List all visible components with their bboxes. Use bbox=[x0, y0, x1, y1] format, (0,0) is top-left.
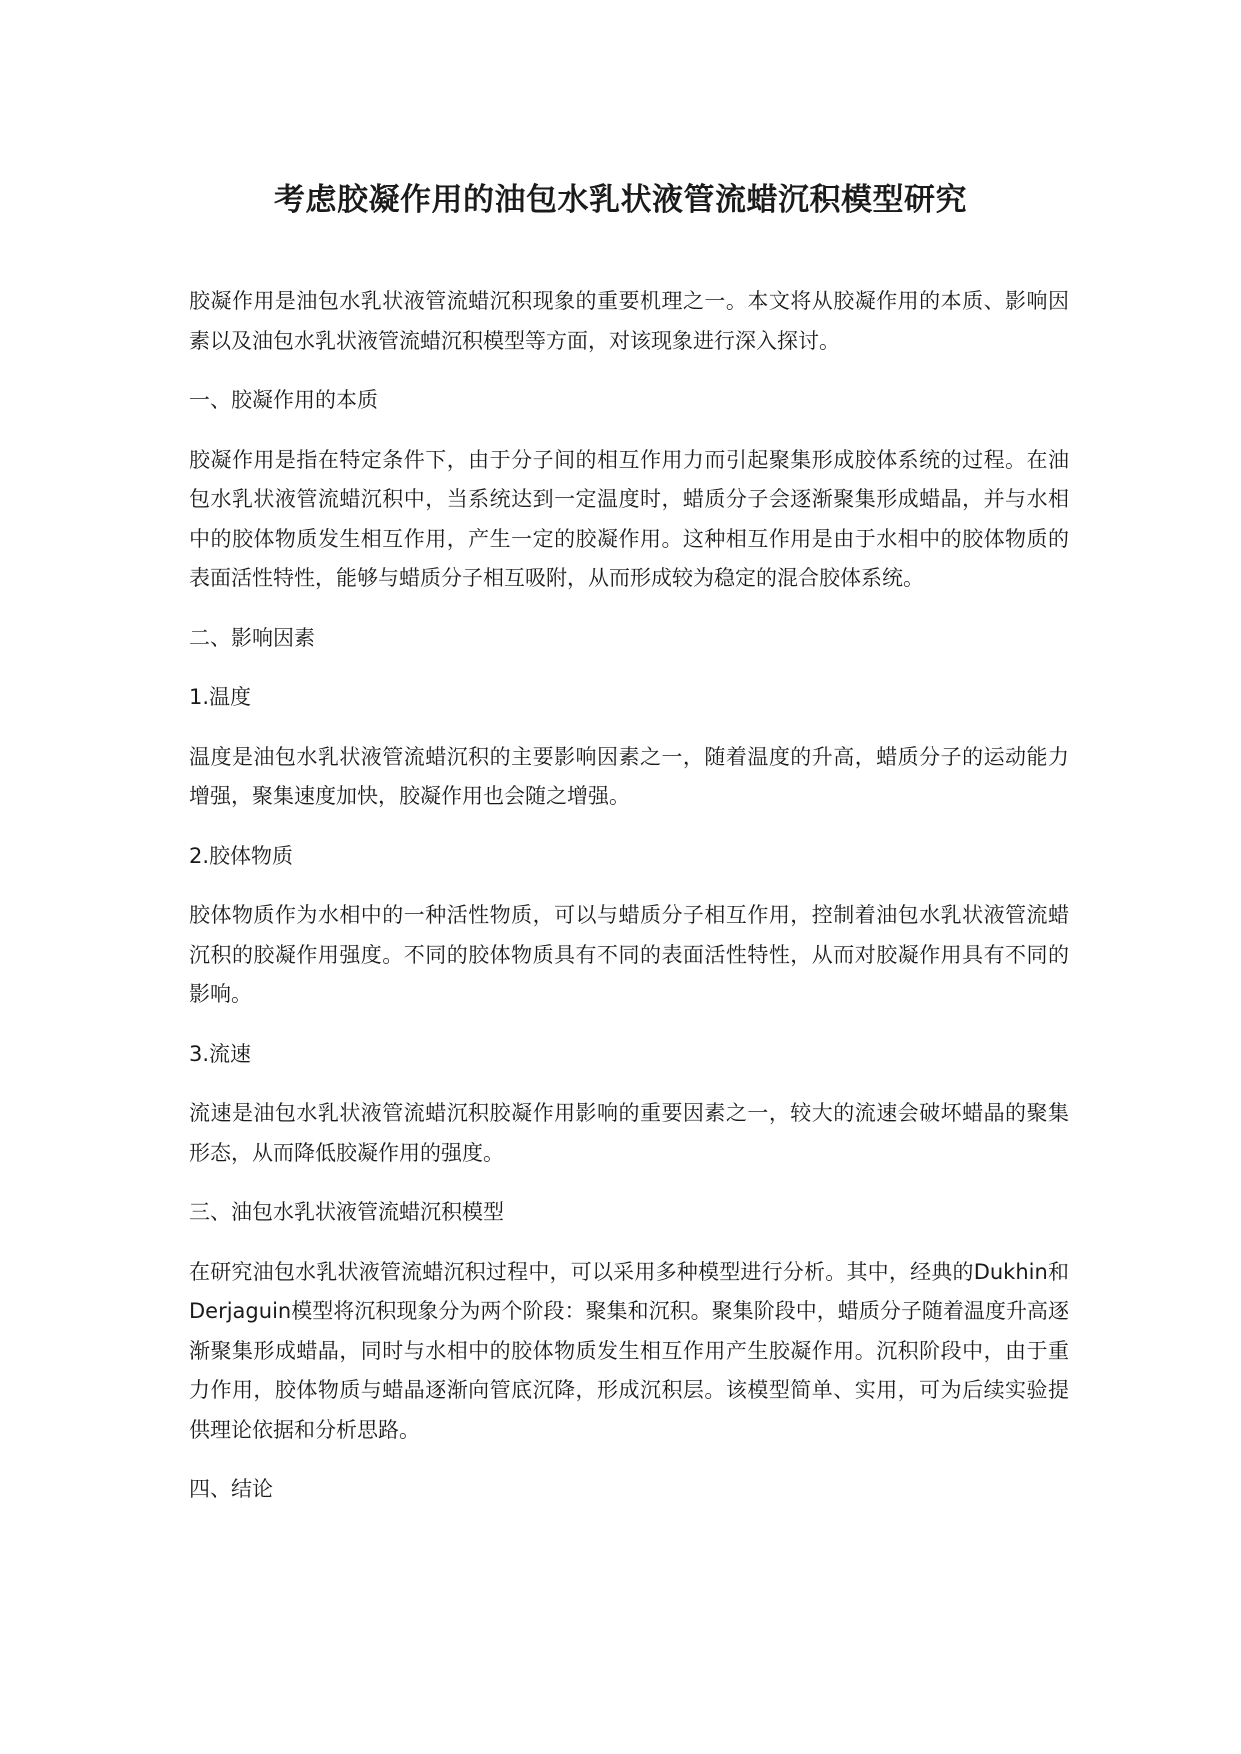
paragraph-temperature: 温度是油包水乳状液管流蜡沉积的主要影响因素之一，随着温度的升高，蜡质分子的运动能力增强，聚集速度加快，胶凝作用也会随之增强。 bbox=[189, 744, 1069, 808]
paragraph-colloid: 胶体物质作为水相中的一种活性物质，可以与蜡质分子相互作用，控制着油包水乳状液管流蜡沉积的胶凝作用强度。不同的胶体物质具有不同的表面活性特性，从而对胶凝作用具有不同的影响。 bbox=[189, 903, 1069, 1006]
section-heading-factors: 二、影响因素 bbox=[189, 625, 315, 650]
paragraph-flow-rate: 流速是油包水乳状液管流蜡沉积胶凝作用影响的重要因素之一，较大的流速会破坏蜡晶的聚集形态，从而降低胶凝作用的强度。 bbox=[189, 1101, 1069, 1165]
section-heading-model: 三、油包水乳状液管流蜡沉积模型 bbox=[189, 1200, 504, 1224]
subheading-flow-rate: 3.流速 bbox=[189, 1041, 252, 1066]
section-heading-conclusion: 四、结论 bbox=[189, 1477, 273, 1501]
subheading-colloid: 2.胶体物质 bbox=[189, 843, 294, 868]
intro-paragraph: 胶凝作用是油包水乳状液管流蜡沉积现象的重要机理之一。本文将从胶凝作用的本质、影响因素以及油包水乳状液管流蜡沉积模型等方面，对该现象进行深入探讨。 bbox=[189, 289, 1069, 353]
subheading-temperature: 1.温度 bbox=[189, 685, 252, 709]
paragraph-model: 在研究油包水乳状液管流蜡沉积过程中，可以采用多种模型进行分析。其中，经典的Dukhin和Derjaguin模型将沉积现象分为两个阶段：聚集和沉积。聚集阶段中，蜡质分子随着温度升高逐渐聚集形成蜡晶，同时与水相中的胶体物质发生相互作用产生胶凝作用。沉积阶段中，由于重力作用，胶体物质与蜡晶逐渐向管底沉降，形成沉积层。该模型简单、实用，可为后续实验提供理论依据和分析思路。 bbox=[189, 1259, 1069, 1442]
document-title: 考虑胶凝作用的油包水乳状液管流蜡沉积模型研究 bbox=[274, 182, 967, 218]
document-body bbox=[189, 282, 1069, 1530]
section-heading-essence: 一、胶凝作用的本质 bbox=[189, 388, 378, 412]
paragraph-essence: 胶凝作用是指在特定条件下，由于分子间的相互作用力而引起聚集形成胶体系统的过程。在油包水乳状液管流蜡沉积中，当系统达到一定温度时，蜡质分子会逐渐聚集形成蜡晶，并与水相中的胶体物质发生相互作用，产生一定的胶凝作用。这种相互作用是由于水相中的胶体物质的表面活性特性，能够与蜡质分子相互吸附，从而形成较为稳定的混合胶体系统。 bbox=[189, 447, 1069, 590]
